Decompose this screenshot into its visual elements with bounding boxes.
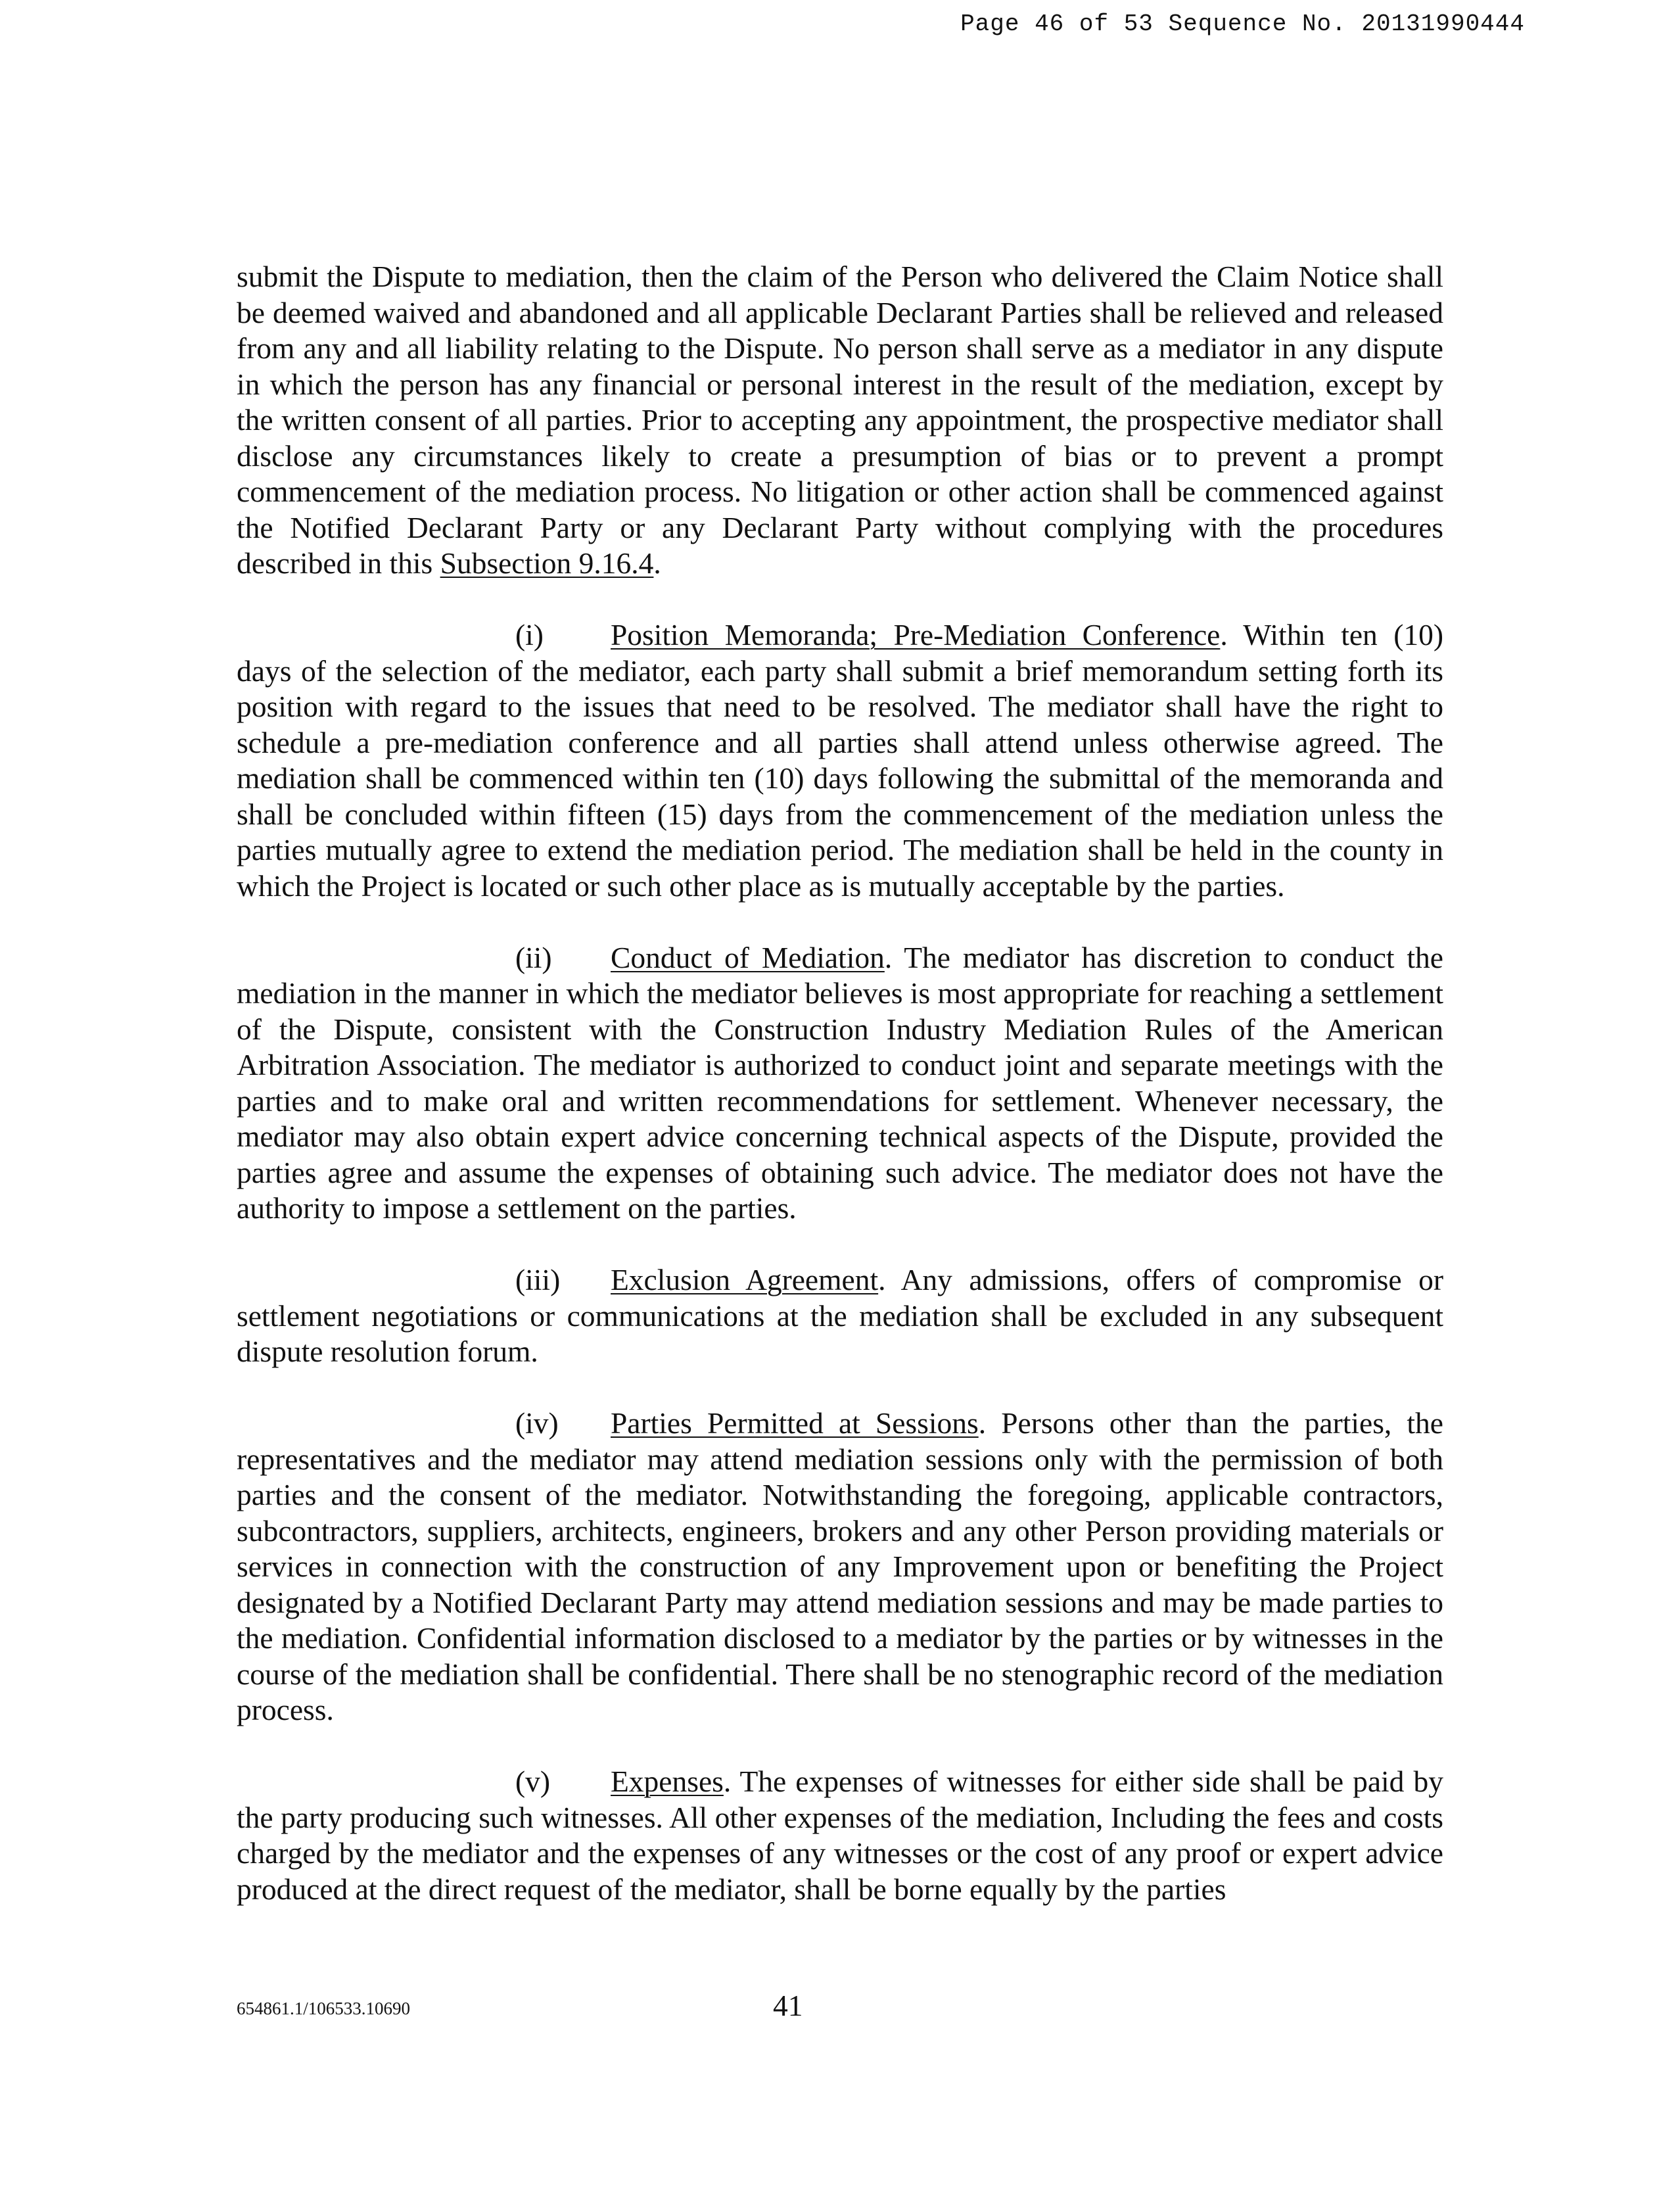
subparagraph-heading: Exclusion Agreement bbox=[611, 1263, 879, 1296]
paragraph-continuation bbox=[237, 259, 1443, 582]
document-body bbox=[237, 259, 1443, 1943]
subparagraph-marker: (iii) bbox=[515, 1263, 561, 1296]
subparagraph-text: . Persons other than the parties, the representatives and the mediator may attend mediation sessions only with the permission of both parties and the consent of the mediator. Notwithstanding the foregoing, applicable contractors, subcontractors, suppliers, architects, engineers, brokers and any other Person providing materials or services in connection with the construction of any Improvement upon or benefiting the Project designated by a Notified Declarant Party may attend mediation sessions and may be made parties to the mediation. Confidential information disclosed to a mediator by the parties or by witnesses in the course of the mediation shall be confidential. There shall be no stenographic record of the mediation process. bbox=[237, 1406, 1443, 1726]
subparagraph-v bbox=[237, 1764, 1443, 1907]
subparagraph-heading: Parties Permitted at Sessions bbox=[611, 1406, 979, 1440]
subsection-reference: Subsection 9.16.4 bbox=[440, 546, 654, 580]
subparagraph-marker: (i) bbox=[515, 618, 544, 652]
subparagraph-marker: (v) bbox=[515, 1765, 551, 1798]
subparagraph-text: . The mediator has discretion to conduct the mediation in the manner in which the mediator believes is most appropriate for reaching a settlement of the Dispute, consistent with the Construction Industry Mediation Rules of the American Arbitration Association. The mediator is authorized to conduct joint and separate meetings with the parties and to make oral and written recommendations for settlement. Whenever necessary, the mediator may also obtain expert advice concerning technical aspects of the Dispute, provided the parties agree and assume the expenses of obtaining such advice. The mediator does not have the authority to impose a settlement on the parties. bbox=[237, 940, 1443, 1225]
subparagraph-heading: Expenses bbox=[611, 1765, 724, 1798]
subparagraph-iii bbox=[237, 1262, 1443, 1370]
subparagraph-marker: (ii) bbox=[515, 940, 552, 974]
subparagraph-heading: Conduct of Mediation bbox=[611, 940, 885, 974]
document-id: 654861.1/106533.10690 bbox=[237, 1999, 411, 2018]
subparagraph-iv bbox=[237, 1406, 1443, 1728]
paragraph-text: submit the Dispute to mediation, then the claim of the Person who delivered the Claim Notice shall be deemed waived and abandoned and all applicable Declarant Parties shall be relieved and released from any and all liability relating to the Dispute. No person shall serve as a mediator in any dispute in which the person has any financial or personal interest in the result of the mediation, except by the written consent of all parties. Prior to accepting any appointment, the prospective mediator shall disclose any circumstances likely to create a presumption of bias or to prevent a prompt commencement of the mediation process. No litigation or other action shall be commenced against the Notified Declarant Party or any Declarant Party without complying with the procedures described in this bbox=[237, 260, 1443, 580]
subparagraph-text: . Within ten (10) days of the selection of the mediator, each party shall submit a brief memorandum setting forth its position with regard to the issues that need to be resolved. The mediator shall have the right to schedule a pre-mediation conference and all parties shall attend unless otherwise agreed. The mediation shall be commenced within ten (10) days following the submittal of the memoranda and shall be concluded within fifteen (15) days from the commencement of the mediation unless the parties mutually agree to extend the mediation period. The mediation shall be held in the county in which the Project is located or such other place as is mutually acceptable by the parties. bbox=[237, 618, 1443, 903]
subparagraph-i bbox=[237, 617, 1443, 904]
subparagraph-text: . Any admissions, offers of compromise or settlement negotiations or communications at the mediation shall be excluded in any subsequent dispute resolution forum. bbox=[237, 1263, 1443, 1368]
subparagraph-heading: Position Memoranda; Pre-Mediation Conference bbox=[611, 618, 1221, 652]
subparagraph-marker: (iv) bbox=[515, 1406, 559, 1440]
subparagraph-ii bbox=[237, 940, 1443, 1227]
page-number: 41 bbox=[773, 1989, 803, 2022]
page-sequence-header: Page 46 of 53 Sequence No. 20131990444 bbox=[960, 11, 1525, 37]
subparagraph-text: . The expenses of witnesses for either side shall be paid by the party producing such witnesses. All other expenses of the mediation, Including the fees and costs charged by the mediator and the expenses of any witnesses or the cost of any proof or expert advice produced at the direct request of the mediator, shall be borne equally by the parties bbox=[237, 1765, 1443, 1906]
paragraph-text-end: . bbox=[653, 546, 661, 580]
